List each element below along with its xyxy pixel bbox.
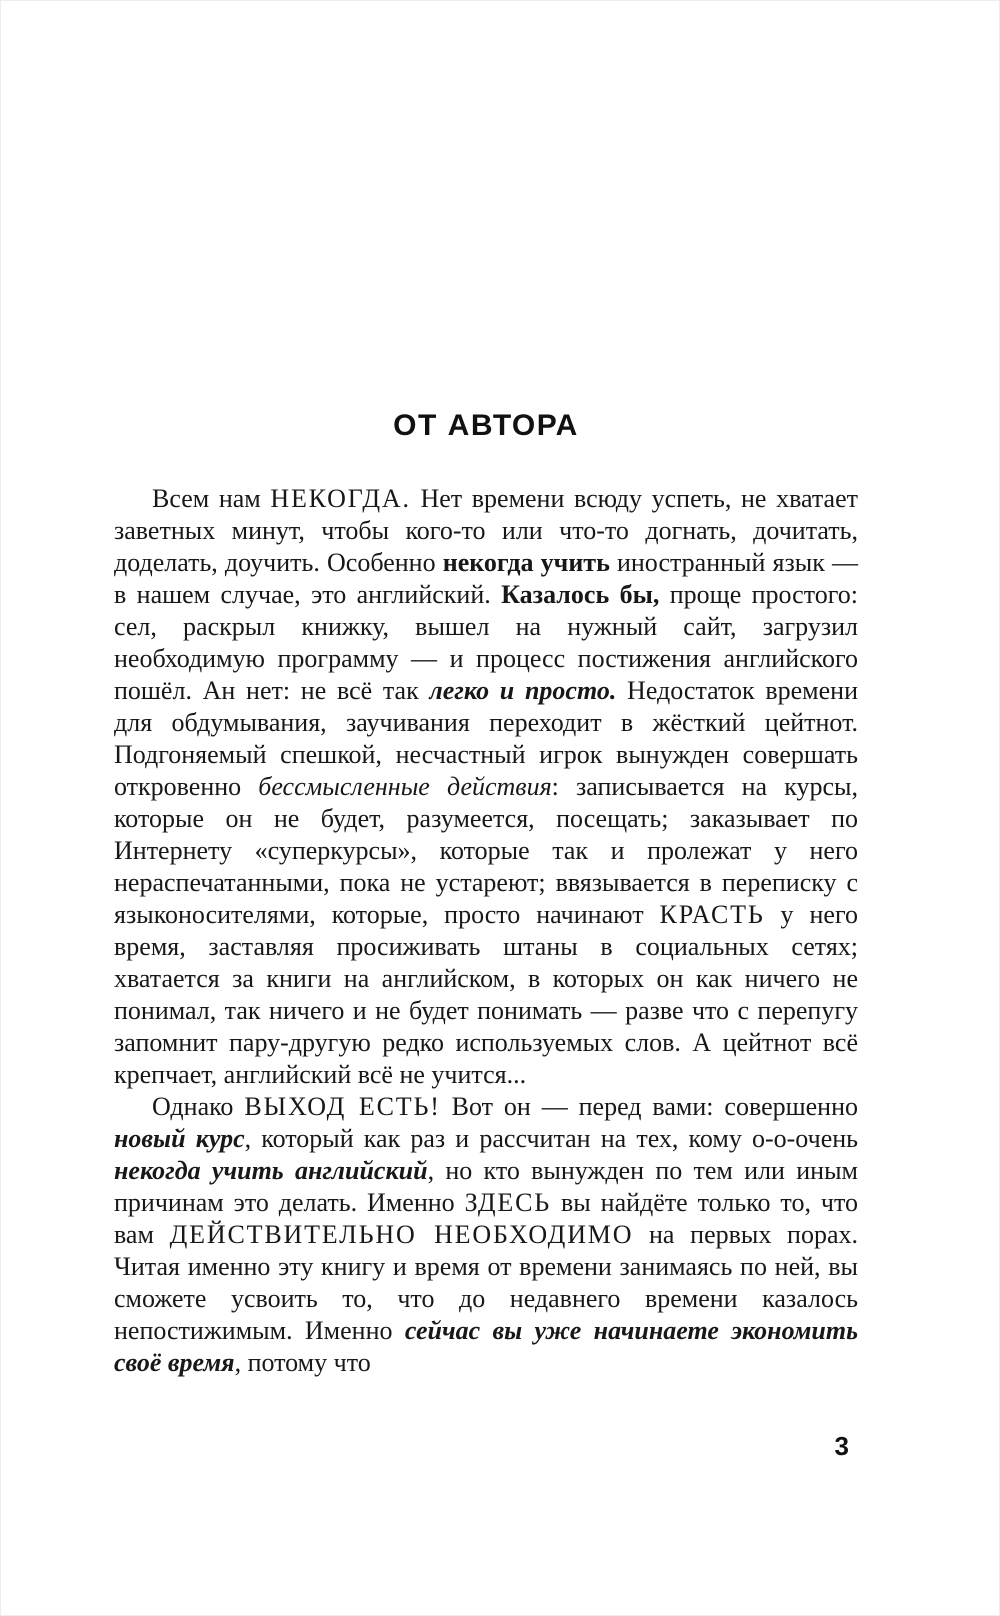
text-segment: ВЫХОД ЕСТЬ! (244, 1092, 441, 1121)
page-content (114, 409, 858, 1379)
text-segment: новый курс (114, 1124, 245, 1153)
text-segment: легко и просто. (429, 676, 617, 705)
text-segment: ДЕЙСТВИТЕЛЬНО НЕОБХОДИМО (169, 1220, 634, 1249)
body-text (114, 483, 858, 1379)
text-segment: КРАСТЬ (659, 900, 765, 929)
text-segment: , который как раз и рассчитан на тех, кому о-о-очень (244, 1124, 859, 1153)
text-segment: Всем нам (152, 484, 271, 513)
text-segment: , но кто вынужден по тем или иным причинам это делать. Именно (114, 1156, 858, 1217)
paragraph (114, 1091, 858, 1379)
text-segment: некогда учить (442, 548, 610, 577)
text-segment: некогда учить английский (114, 1156, 428, 1185)
text-segment: Недостаток времени для обдумывания, заучивания переходит в жёсткий цейтнот. Подгоняемый спешкой, несчастный игрок вынужден совершать откровенно (114, 676, 858, 801)
text-segment: , потому что (234, 1348, 371, 1377)
text-segment: вы найдёте только то, что вам (114, 1188, 858, 1249)
text-segment: бессмысленные действия (258, 772, 552, 801)
text-segment: на первых порах. Читая именно эту книгу и время от времени занимаясь по ней, вы сможете усвоить то, что до недавнего времени казалось непостижимым. Именно (114, 1220, 858, 1345)
page-number: 3 (834, 1431, 849, 1461)
page-title: ОТ АВТОРА (393, 409, 579, 442)
text-segment: НЕКОГДА. (270, 484, 411, 513)
text-segment: : записывается на курсы, которые он не будет, разумеется, посещать; заказывает по Интернету «суперкурсы», которые так и пролежат у него нераспечатанными, пока не устареют; ввязывается в переписку с языконосителями, которые, просто начинают (114, 772, 858, 929)
text-segment: ЗДЕСЬ (464, 1188, 552, 1217)
text-segment: у него время, заставляя просиживать штаны в социальных сетях; хватается за книги на английском, в которых он как ничего не понимал, так ничего и не будет понимать — разве что с перепугу запомнит пару-другую редко используемых слов. А цейтнот всё крепчает, английский всё не учится... (114, 900, 858, 1089)
text-segment: Казалось бы, (501, 580, 660, 609)
text-segment: сейчас вы уже начинаете экономить своё время (114, 1316, 858, 1377)
text-segment: иностранный язык — в нашем случае, это английский. (114, 548, 859, 609)
text-segment: Вот он — перед вами: совершенно (440, 1092, 859, 1121)
text-segment: Однако (152, 1092, 245, 1121)
text-segment: проще простого: сел, раскрыл книжку, вышел на нужный сайт, загрузил необходимую программу — и процесс постижения английского пошёл. Ан нет: не всё так (114, 580, 858, 705)
paragraph (114, 483, 858, 1091)
text-segment: Нет времени всюду успеть, не хватает заветных минут, чтобы кого-то или что-то догнать, дочитать, доделать, доучить. Особенно (114, 484, 858, 577)
